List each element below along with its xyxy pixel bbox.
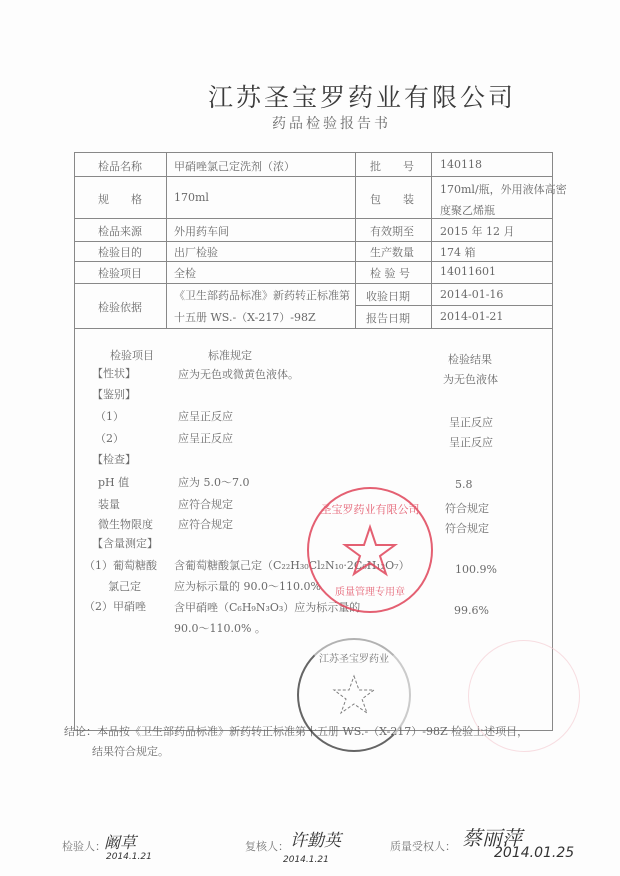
company-stamp: [297, 638, 411, 752]
svg-text:江苏圣宝罗药业: 江苏圣宝罗药业: [319, 654, 389, 665]
company-name: 江苏圣宝罗药业有限公司: [208, 83, 517, 112]
section-checks: 【检查】: [92, 453, 136, 466]
header-standard: 标准规定: [208, 349, 252, 362]
label-test-no: 检 验 号: [370, 267, 410, 280]
value-batch: 140118: [440, 158, 482, 171]
label-packaging: 包 装: [370, 193, 414, 206]
inspector-date: 2014.1.21: [106, 852, 152, 862]
label-product-name: 检品名称: [98, 160, 142, 173]
result-assay-2: 99.6%: [454, 604, 489, 617]
standard-ph: 应为 5.0～7.0: [178, 476, 250, 489]
standard-fill-volume: 应符合规定: [178, 498, 233, 511]
result-assay-1: 100.9%: [455, 563, 497, 576]
divider: [74, 261, 552, 262]
conclusion-line2: 结果符合规定。: [92, 745, 169, 758]
standard-microbial: 应符合规定: [178, 518, 233, 531]
quality-stamp: [307, 487, 433, 613]
divider: [166, 152, 167, 328]
value-basis-line1: 《卫生部药品标准》新药转正标准第: [174, 289, 350, 302]
conclusion-line1: 结论：本品按《卫生部药品标准》新药转正标准第十五册 WS.-（X-217）-98Z 检验上述项目，: [64, 725, 529, 738]
value-expiry: 2015 年 12 月: [440, 225, 515, 238]
standard-ident-1: 应呈正反应: [178, 410, 233, 423]
value-purpose: 出厂检验: [174, 246, 218, 259]
faded-stamp: [468, 640, 580, 752]
item-ident-1: （1）: [95, 410, 124, 423]
label-test-items: 检验项目: [98, 267, 142, 280]
label-purpose: 检验目的: [98, 246, 142, 259]
section-identification: 【鉴别】: [92, 388, 136, 401]
header-item: 检验项目: [110, 349, 154, 362]
divider: [431, 152, 432, 328]
standard-assay-1-line2: 应为标示量的 90.0～110.0%: [174, 580, 321, 593]
label-received-date: 收验日期: [366, 290, 410, 303]
standard-assay-1-line1: 含葡萄糖酸氯己定（C₂₂H₃₀Cl₂N₁₀·2C₆H₁₂O₇）: [174, 559, 410, 572]
result-appearance: 为无色液体: [443, 373, 498, 386]
value-packaging-line1: 170ml/瓶，外用液体高密: [440, 183, 567, 196]
label-batch: 批 号: [370, 160, 414, 173]
result-fill-volume: 符合规定: [445, 502, 489, 515]
standard-assay-2-line2: 90.0～110.0% 。: [174, 622, 266, 635]
divider: [74, 176, 552, 177]
divider: [74, 241, 552, 242]
inspector-signature: 阚草: [104, 833, 137, 852]
qa-date: 2014.01.25: [494, 845, 575, 861]
value-packaging-line2: 度聚乙烯瓶: [440, 204, 495, 217]
value-received-date: 2014-01-16: [440, 288, 504, 301]
report-title: 药品检验报告书: [272, 116, 391, 132]
value-product-name: 甲硝唑氯己定洗剂（浓）: [174, 160, 295, 173]
result-ident-2: 呈正反应: [449, 436, 493, 449]
label-quantity: 生产数量: [370, 246, 414, 259]
reviewer-label: 复核人：: [245, 840, 289, 853]
standard-appearance: 应为无色或微黄色液体。: [178, 368, 299, 381]
item-microbial: 微生物限度: [98, 518, 153, 531]
qa-signature: 蔡丽萍: [462, 826, 522, 850]
qa-label: 质量受权人：: [390, 840, 456, 853]
divider: [74, 283, 552, 284]
value-quantity: 174 箱: [440, 246, 476, 259]
item-assay-1-line1: （1）葡萄糖酸: [84, 559, 157, 572]
item-ph: pH 值: [98, 476, 130, 489]
label-source: 检品来源: [98, 225, 142, 238]
reviewer-date: 2014.1.21: [283, 855, 329, 865]
result-ph: 5.8: [455, 478, 473, 491]
inspector-label: 检验人：: [62, 840, 106, 853]
label-report-date: 报告日期: [366, 312, 410, 325]
standard-assay-2-line1: 含甲硝唑（C₆H₉N₃O₃）应为标示量的: [174, 601, 361, 614]
item-assay-2: （2）甲硝唑: [84, 600, 146, 613]
label-spec: 规 格: [98, 193, 142, 206]
item-assay-1-line2: 氯己定: [108, 580, 141, 593]
value-test-items: 全检: [174, 267, 196, 280]
svg-text:圣宝罗药业有限公司: 圣宝罗药业有限公司: [320, 503, 420, 516]
star-icon: [299, 640, 409, 750]
divider: [74, 328, 552, 329]
value-spec: 170ml: [174, 191, 209, 204]
item-ident-2: （2）: [95, 432, 124, 445]
result-ident-1: 呈正反应: [449, 416, 493, 429]
value-test-no: 14011601: [440, 265, 496, 278]
label-expiry: 有效期至: [370, 225, 414, 238]
reviewer-signature: 许勤英: [290, 831, 341, 851]
value-source: 外用药车间: [174, 225, 229, 238]
value-basis-line2: 十五册 WS.-（X-217）-98Z: [174, 311, 316, 324]
value-report-date: 2014-01-21: [440, 310, 504, 323]
section-appearance: 【性状】: [92, 367, 136, 380]
section-assay: 【含量测定】: [92, 537, 158, 550]
divider: [355, 305, 552, 306]
svg-text:质量管理专用章: 质量管理专用章: [335, 587, 405, 598]
label-basis: 检验依据: [98, 301, 142, 314]
divider: [355, 152, 356, 328]
star-icon: [309, 489, 431, 611]
item-fill-volume: 装量: [98, 498, 120, 511]
header-result: 检验结果: [448, 353, 492, 366]
divider: [74, 218, 552, 219]
result-microbial: 符合规定: [445, 522, 489, 535]
standard-ident-2: 应呈正反应: [178, 432, 233, 445]
